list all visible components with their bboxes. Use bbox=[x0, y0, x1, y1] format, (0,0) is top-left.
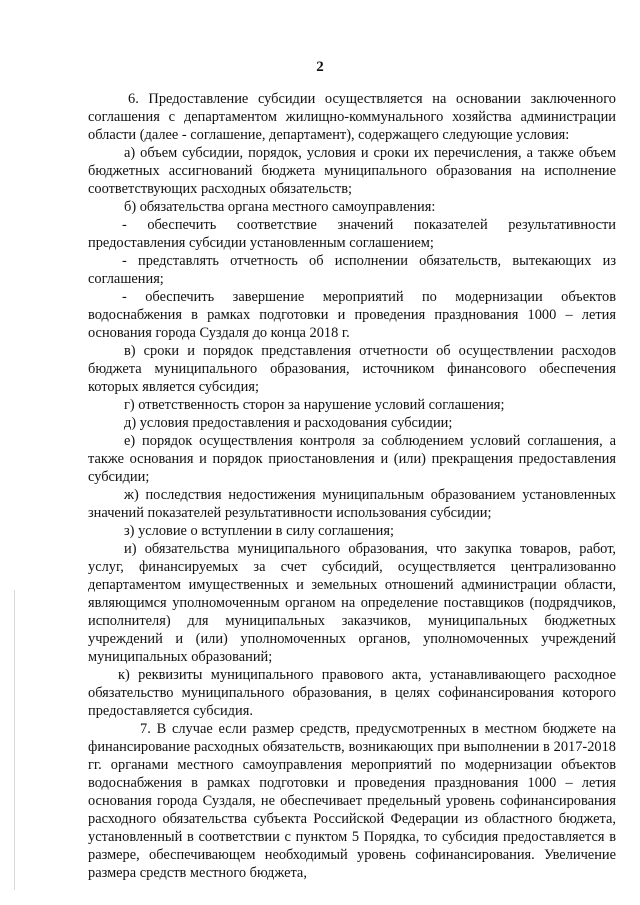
clause-g: г) ответственность сторон за нарушение условий соглашения; bbox=[124, 397, 505, 413]
clause-b-item-3: - обеспечить завершение мероприятий по модернизации объектов водоснабжения в рамках подготовки и проведения празднования 1000 – летия основания города Суздаля до конца 2018 г. bbox=[88, 289, 616, 341]
paragraph-6: 6. Предоставление субсидии осуществляется на основании заключенного соглашения с департаментом жилищно-коммунального хозяйства администрации области (далее - соглашение, департамент), содержащего следующие условия: bbox=[88, 91, 616, 143]
page-number: 2 bbox=[316, 59, 324, 75]
clause-v: в) сроки и порядок представления отчетности об осуществлении расходов бюджета муниципального образования, источником финансового обеспечения которых является субсидия; bbox=[88, 343, 616, 395]
clause-d: д) условия предоставления и расходования субсидии; bbox=[124, 415, 453, 431]
clause-i: и) обязательства муниципального образования, что закупка товаров, работ, услуг, финансируемых за счет субсидий, осуществляется централизованно департаментом имущественных и земельных отношений администрации области, являющимся уполномоченным органом на определение поставщиков (подрядчиков, исполнителя) для муниципальных заказчиков, муниципальных бюджетных учреждений и (или) уполномоченных органов, уполномоченных учреждений муниципальных образований; bbox=[88, 541, 616, 665]
clause-b: б) обязательства органа местного самоуправления: bbox=[124, 199, 436, 215]
clause-zh: ж) последствия недостижения муниципальным образованием установленных значений показателей результативности использования субсидии; bbox=[88, 487, 616, 521]
clause-b-item-2: - представлять отчетность об исполнении обязательств, вытекающих из соглашения; bbox=[88, 253, 616, 287]
scan-edge-line bbox=[14, 590, 15, 890]
paragraph-7: 7. В случае если размер средств, предусмотренных в местном бюджете на финансирование расходных обязательств, возникающих при выполнении в 2017-2018 гг. органами местного самоуправления мероприятий по модернизации объектов водоснабжения в рамках подготовки и проведения празднования 1000 – летия основания города Суздаля, не обеспечивает предельный уровень софинансирования расходного обязательства субъекта Российской Федерации из областного бюджета, установленный в соответствии с пунктом 5 Порядка, то субсидия предоставляется в размере, обеспечивающем необходимый уровень софинансирования. Увеличение размера средств местного бюджета, bbox=[88, 721, 616, 881]
clause-b-item-1: - обеспечить соответствие значений показателей результативности предоставления субсидии установленным соглашением; bbox=[88, 217, 616, 251]
clause-e: е) порядок осуществления контроля за соблюдением условий соглашения, а также основания и порядок приостановления и (или) прекращения предоставления субсидии; bbox=[88, 433, 616, 485]
clause-a: а) объем субсидии, порядок, условия и сроки их перечисления, а также объем бюджетных ассигнований бюджета муниципального образования на исполнение соответствующих расходных обязательств; bbox=[88, 145, 616, 197]
clause-k: к) реквизиты муниципального правового акта, устанавливающего расходное обязательство муниципального образования, в целях софинансирования которого предоставляется субсидия. bbox=[88, 667, 616, 719]
document-body bbox=[88, 90, 616, 882]
clause-z: з) условие о вступлении в силу соглашения; bbox=[124, 523, 394, 539]
